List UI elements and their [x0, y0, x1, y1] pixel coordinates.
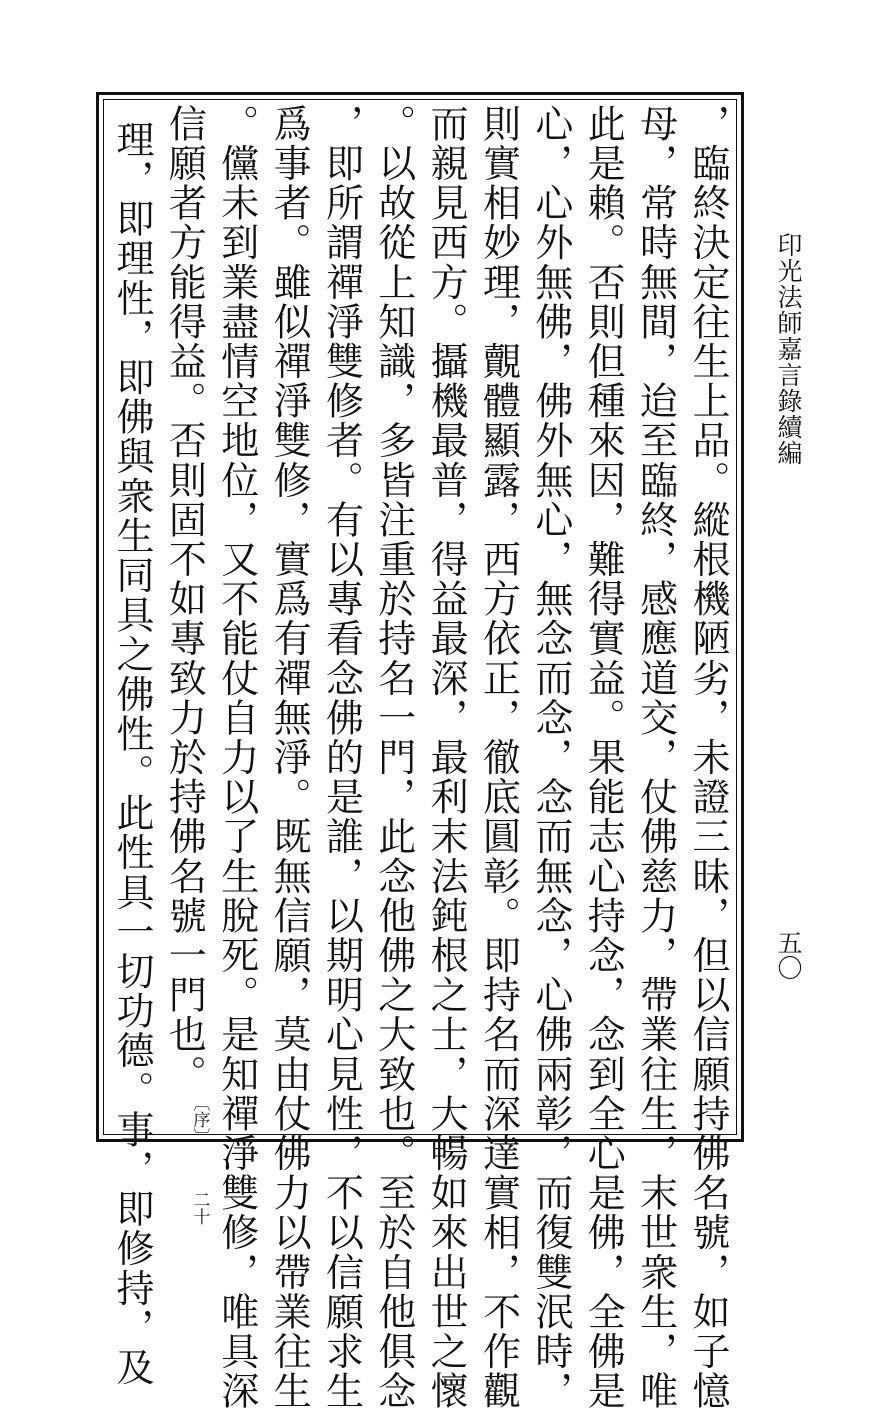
text-column-8	[316, 104, 366, 1411]
column-text: 信願者方能得益。否則固不如專致力於持佛名號一門也。	[162, 104, 207, 1094]
column-text: ，即所謂禪淨雙修者。有以專看念佛的是誰，以期明心見性，不以信願求生	[319, 104, 364, 1411]
text-column-1	[683, 104, 733, 1411]
column-text: 則實相妙理，覿體顯露，西方依正，徹底圓彰。即持名而深達實相，不作觀	[476, 104, 521, 1411]
text-column-2	[631, 104, 681, 1411]
text-body	[107, 104, 733, 1411]
column-text: 母，常時無間，迨至臨終，感應道交，仗佛慈力，帶業往生，末世衆生，唯	[633, 104, 678, 1411]
column-text: 而親見西方。攝機最普，得益最深，最利末法鈍根之士，大暢如來出世之懷	[424, 104, 469, 1411]
source-note-line-1: 〔序〕	[189, 1094, 210, 1145]
text-column-6	[421, 104, 471, 1411]
column-text: 心，心外無佛，佛外無心，無念而念，念而無念，心佛兩彰，而復雙泯時，	[528, 104, 573, 1411]
source-note-line-2: 二十	[189, 1190, 210, 1225]
column-text: ，臨終決定往生上品。縱根機陋劣，未證三昧，但以信願持佛名號，如子憶	[685, 104, 730, 1411]
text-column-12	[107, 104, 157, 1388]
text-column-7	[369, 104, 419, 1411]
running-header-title: 印光法師嘉言錄續編	[774, 232, 803, 466]
column-text: 此是賴。否則但種來因，難得實益。果能志心持念，念到全心是佛，全佛是	[581, 104, 626, 1411]
text-column-10	[212, 104, 262, 1411]
text-column-4	[526, 104, 576, 1411]
column-text: 。以故從上知識，多皆注重於持名一門，此念他佛之大致也。至於自他俱念	[371, 104, 416, 1411]
column-text: 理，即理性，即佛與衆生同具之佛性。此性具一切功德。事，即修持，及	[110, 120, 154, 1388]
text-column-5	[474, 104, 524, 1411]
column-text: 爲事者。雖似禪淨雙修，實爲有禪無淨。既無信願，莫由仗佛力以帶業往生	[267, 104, 312, 1411]
source-note	[159, 1094, 209, 1225]
text-column-9	[264, 104, 314, 1411]
column-text: 。儻未到業盡情空地位，又不能仗自力以了生脫死。是知禪淨雙修，唯具深	[214, 104, 259, 1411]
text-column-11	[159, 104, 210, 1225]
page-number: 五〇	[774, 930, 803, 980]
text-column-3	[578, 104, 628, 1411]
